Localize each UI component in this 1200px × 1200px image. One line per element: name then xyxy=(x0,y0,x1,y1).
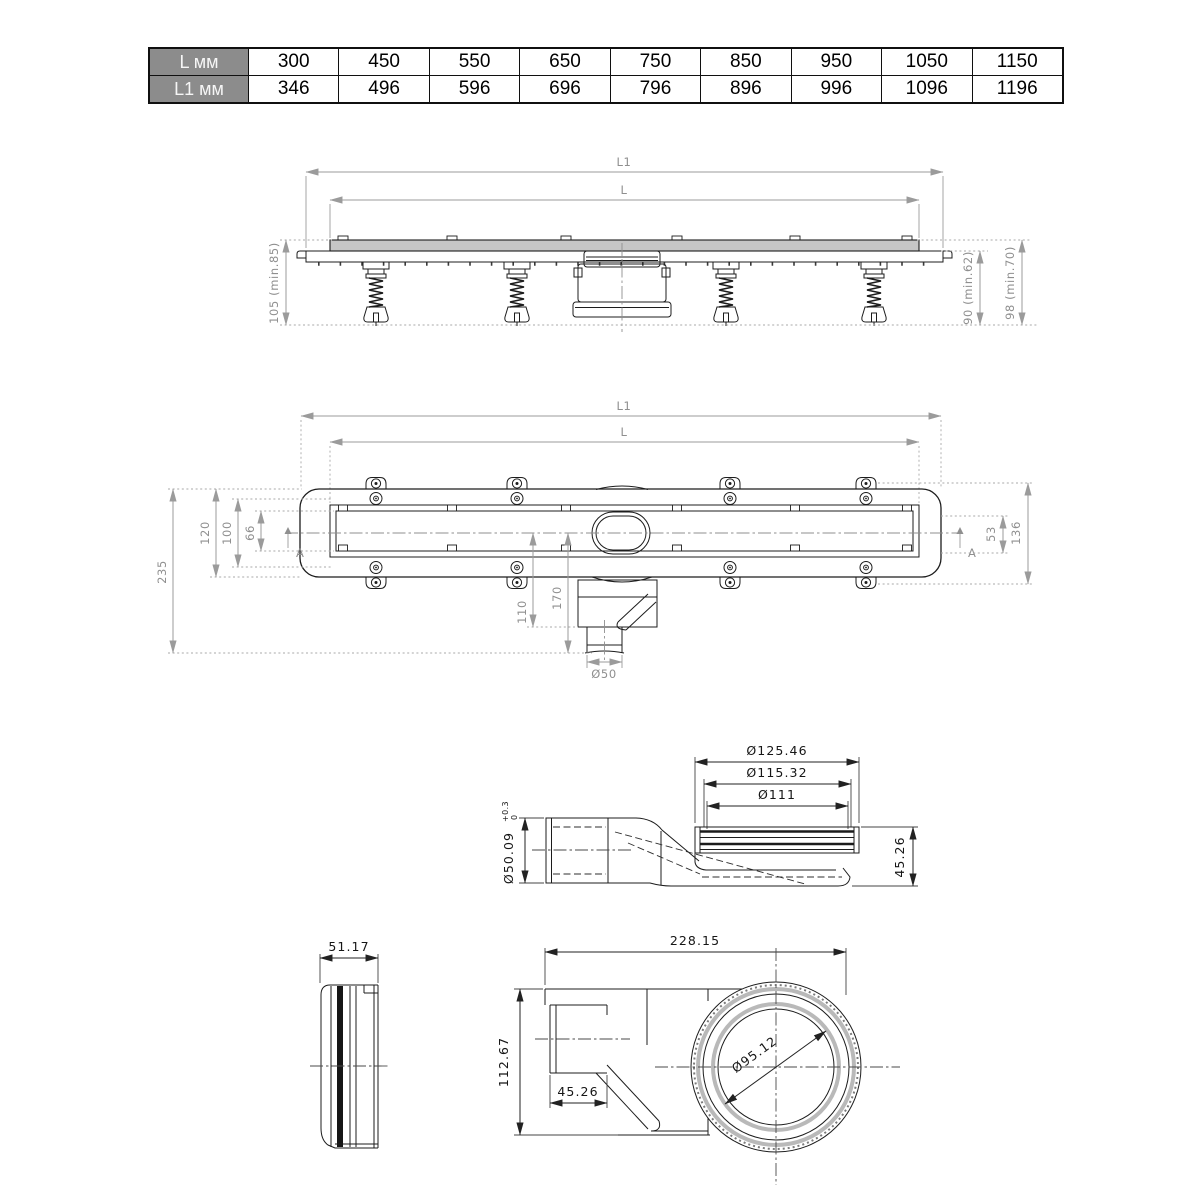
insert-dim-51: 51.17 xyxy=(328,939,370,954)
bottom-dim-45: 45.26 xyxy=(557,1084,599,1099)
table-header-l1: L1 мм xyxy=(150,76,248,102)
top-dim-l1: L1 xyxy=(616,399,632,413)
table-cell: 896 xyxy=(700,76,790,102)
table-cell: 346 xyxy=(248,76,338,102)
trap-side-view xyxy=(501,743,918,886)
table-cell: 596 xyxy=(429,76,519,102)
front-dim-l1: L1 xyxy=(616,155,632,169)
side-dim-d50: Ø50.09 xyxy=(501,831,516,885)
table-cell: 850 xyxy=(700,49,790,75)
insert-side-view xyxy=(310,939,388,1148)
top-dim-235: 235 xyxy=(155,560,169,584)
front-dim-l: L xyxy=(620,183,628,197)
table-cell: 300 xyxy=(248,49,338,75)
top-trap xyxy=(578,580,657,662)
side-dim-d115: Ø115.32 xyxy=(746,765,808,780)
table-cell: 996 xyxy=(791,76,881,102)
section-a-right: A xyxy=(968,546,977,560)
top-dim-110: 110 xyxy=(515,600,529,624)
side-dim-45: 45.26 xyxy=(892,836,907,878)
table-cell: 1150 xyxy=(972,49,1062,75)
top-dim-53: 53 xyxy=(984,526,998,542)
trap-bottom-view xyxy=(496,933,900,1185)
table-cell: 750 xyxy=(610,49,700,75)
table-cell: 1096 xyxy=(881,76,971,102)
top-dim-120: 120 xyxy=(198,521,212,545)
front-dim-height-left: 105 (min.85) xyxy=(267,242,281,324)
front-dim-height-mid: 90 (min.62) xyxy=(961,251,975,325)
table-cell: 496 xyxy=(338,76,428,102)
top-dim-170: 170 xyxy=(550,586,564,610)
top-dim-136: 136 xyxy=(1009,521,1023,545)
table-cell: 1196 xyxy=(972,76,1062,102)
table-cell: 550 xyxy=(429,49,519,75)
top-dim-outlet: Ø50 xyxy=(591,667,617,681)
side-dim-d125: Ø125.46 xyxy=(746,743,808,758)
top-dim-66: 66 xyxy=(243,525,257,541)
side-dim-d111: Ø111 xyxy=(757,787,797,802)
top-dim-l: L xyxy=(620,425,628,439)
front-dim-height-right: 98 (min.70) xyxy=(1003,246,1017,320)
table-cell: 450 xyxy=(338,49,428,75)
table-cell: 696 xyxy=(519,76,609,102)
table-cell: 796 xyxy=(610,76,700,102)
top-view xyxy=(155,399,1034,681)
front-elevation-view xyxy=(267,155,1038,332)
side-dim-d50-tol-upper: +0.3 xyxy=(501,800,510,822)
front-trap xyxy=(573,243,671,332)
table-cell: 950 xyxy=(791,49,881,75)
bottom-dim-112: 112.67 xyxy=(496,1036,511,1088)
table-header-l: L мм xyxy=(150,49,248,75)
side-dim-d50-tol-lower: 0 xyxy=(510,814,519,820)
top-dim-100: 100 xyxy=(220,521,234,545)
bottom-dim-d95: Ø95.12 xyxy=(728,1032,780,1076)
bottom-dim-228: 228.15 xyxy=(669,933,721,948)
table-cell: 650 xyxy=(519,49,609,75)
section-a-left: A xyxy=(296,546,305,560)
table-cell: 1050 xyxy=(881,49,971,75)
